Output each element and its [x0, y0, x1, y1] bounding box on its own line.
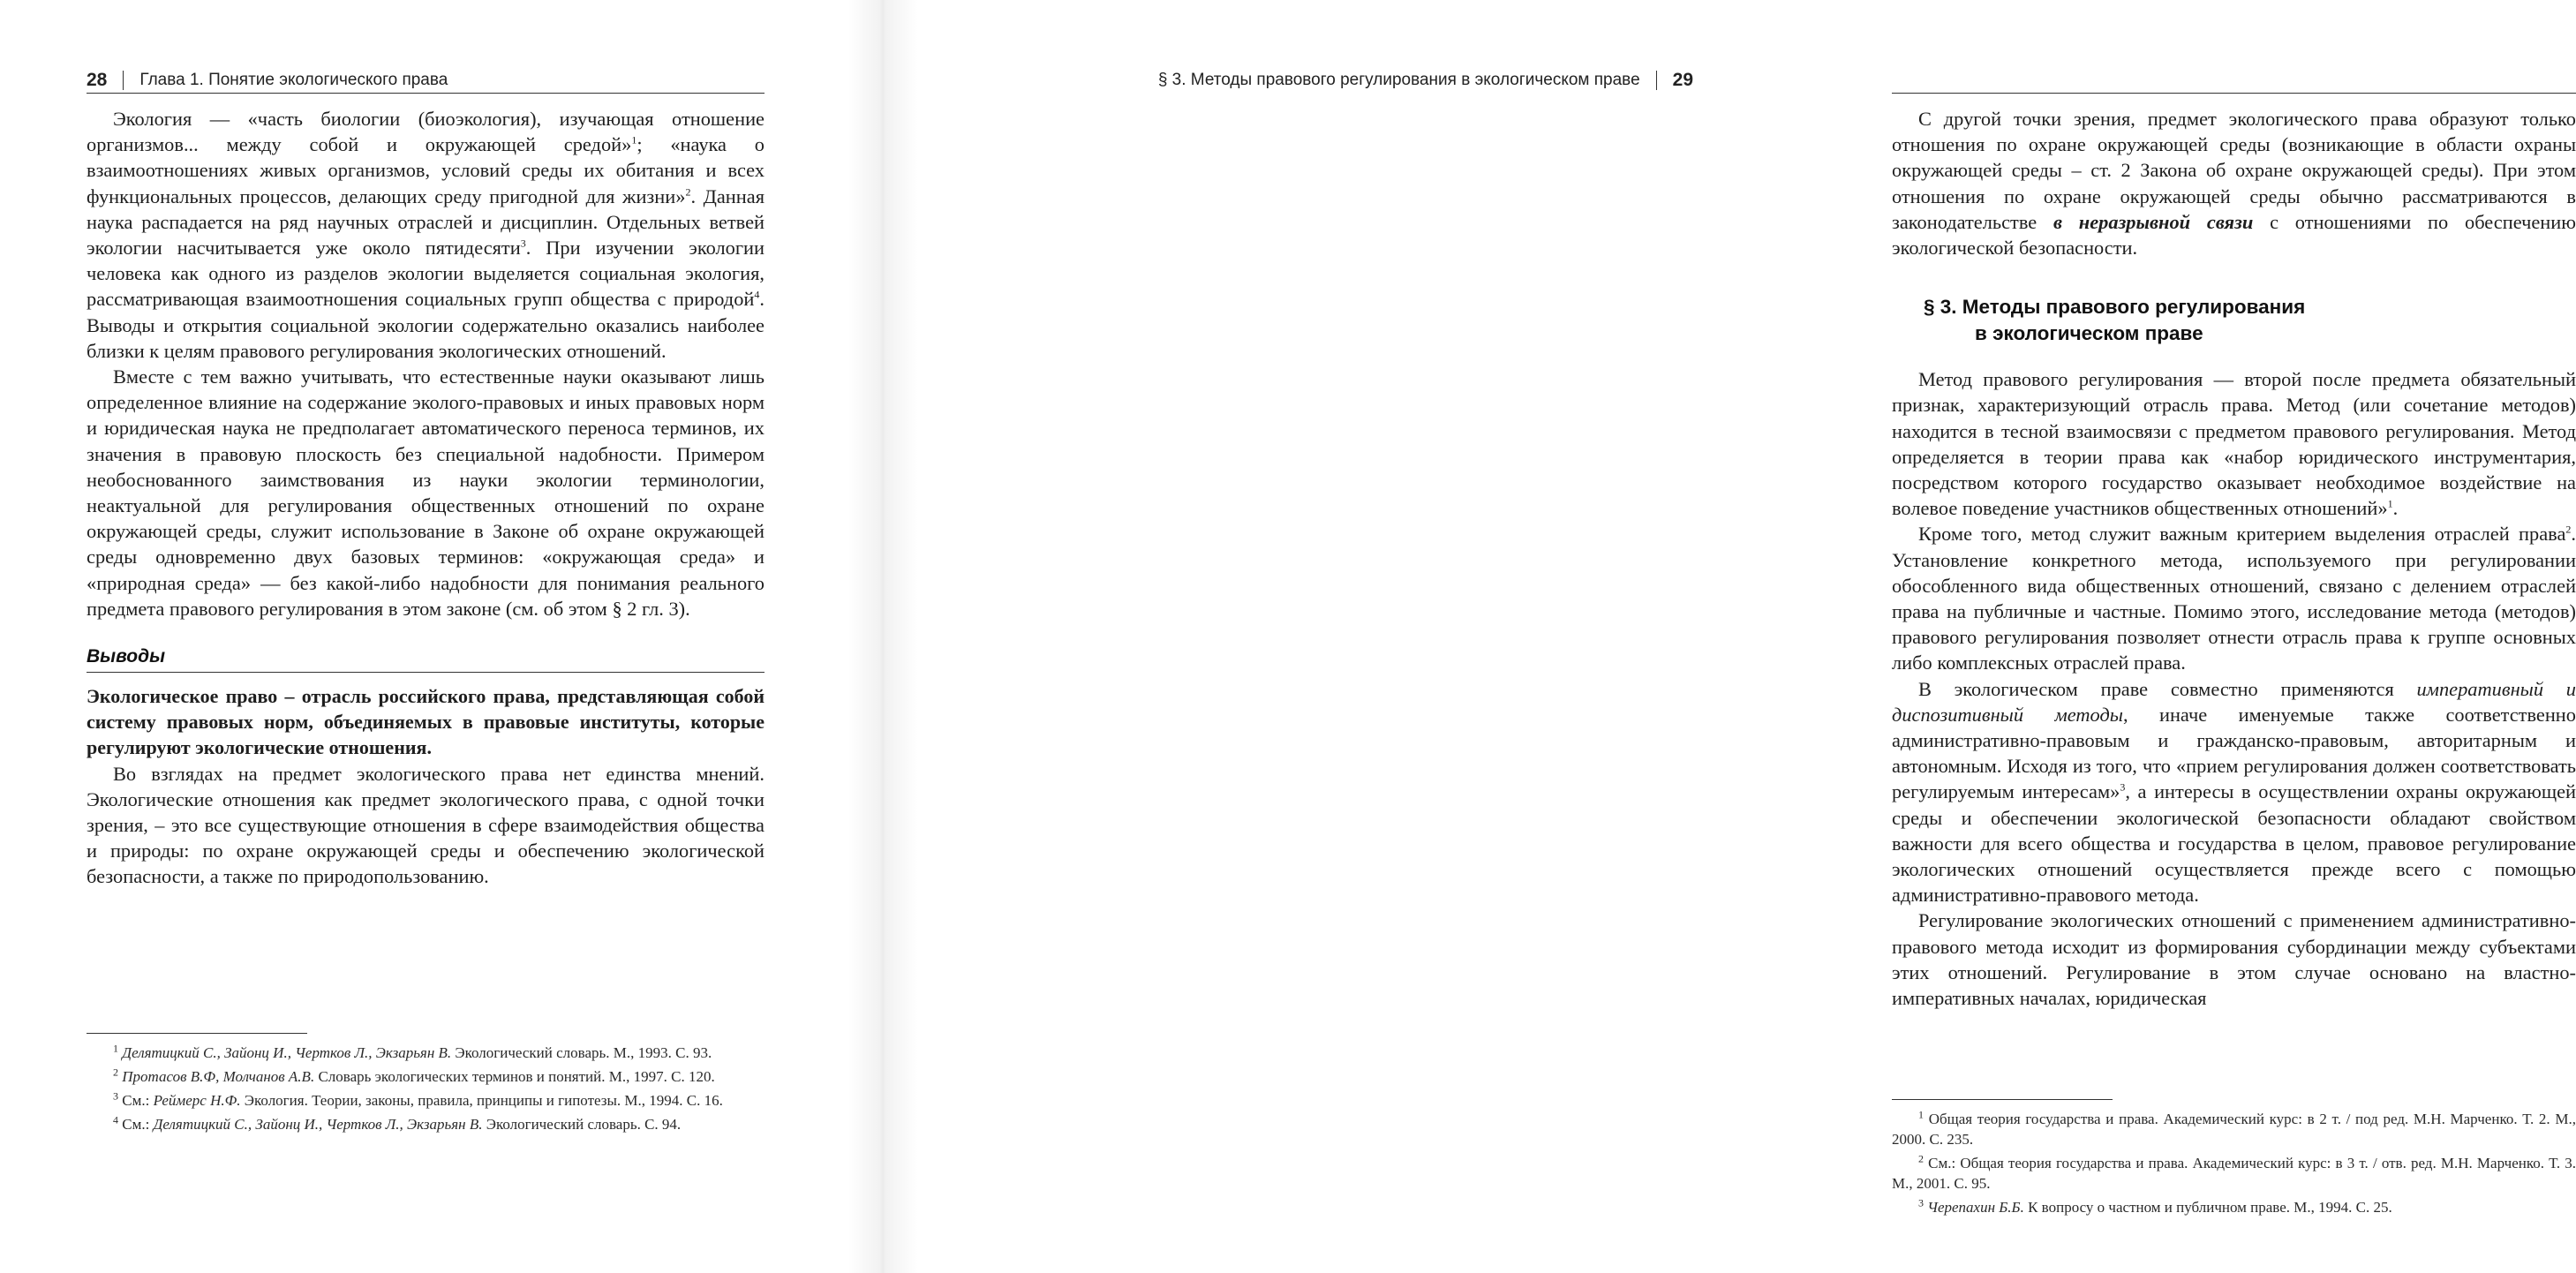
footnote: $^2$ См.: Общая теория государства и права. Академический курс: в 3 т. / отв. ред. М.Н. Марченко. Т. 3. М., 2001. С. 95. [1892, 1152, 2576, 1192]
paragraph: Кроме того, метод служит важным критерием выделения отраслей права$^2$. Установление конкретного метода, используемого при регулировании обособленного вида общественных отношений, связано с делением отраслей права на публичные и частные. Помимо этого, исследование метода (методов) правового регулирования позволяет отнести отрасль права к группе основных либо комплексных отраслей права. [1892, 523, 2576, 674]
paragraph: В экологическом праве совместно применяются императивный и диспозитивный методы, иначе именуемые также соответственно административно-правовым и гражданско-правовым, авторитарным и автономным. Исходя из того, что «прием регулирования должен соответствовать регулируемым интересам»$^3$, а интересы в осуществлении охраны окружающей среды и обеспечении экологической безопасности обладают свойством важности для всего общества и государства в целом, правовое регулирование экологических отношений осуществляется прежде всего с помощью административно-правового метода. [1892, 677, 2576, 907]
footnote: $^2$ Протасов В.Ф, Молчанов А.В. Словарь экологических терминов и понятий. М., 1997. С. 120. [113, 1066, 715, 1085]
left-page [0, 0, 883, 1273]
left-footnotes [87, 1033, 765, 1134]
left-header-rule [87, 93, 765, 94]
footnote-ref[interactable]: 1 [631, 133, 637, 147]
left-running-header [87, 67, 448, 94]
footnote-ref[interactable]: 3 [520, 237, 526, 250]
section-heading [1924, 294, 2576, 347]
right-running-header [1158, 67, 1693, 94]
footnote: $^3$ См.: Реймерс Н.Ф. Экология. Теории, законы, правила, принципы и гипотезы. М., 1994. С. 16. [113, 1089, 723, 1109]
footnote-ref[interactable]: 2 [685, 185, 691, 199]
right-page-number: 29 [1672, 70, 1693, 90]
paragraph: Регулирование экологических отношений с применением административно-правового метода исходит из формирования субординации между субъектами этих отношений. Регулирование в этом случае основано на властно-императивных началах, юридическая [1892, 909, 2576, 1010]
footnote-ref[interactable]: 2 [2565, 523, 2572, 536]
paragraph: Вместе с тем важно учитывать, что естественные науки оказывают лишь определенное влияние на содержание эколого-правовых и иных правовых норм и юридическая наука не предполагает автоматического переноса терминов, их значения в правовую плоскость без специальной надобности. Примером необоснованного заимствования из науки экологии терминологии, неактуальной для регулирования общественных отношений по охране окружающей среды, служит использование в Законе об охране окружающей среды одновременно двух базовых терминов: «окружающая среда» и «природная среда» — без какой-либо надобности для понимания реального предмета правового регулирования в этом законе (см. об этом § 2 гл. 3). [87, 365, 765, 620]
footnote: $^3$ Черепахин Б.Б. К вопросу о частном и публичном праве. М., 1994. С. 25. [1918, 1196, 2392, 1216]
paragraph: Экология — «часть биологии (биоэкология), изучающая отношение организмов... между собой и окружающей средой»$^1$; «наука о взаимоотношениях живых организмов, условий среды их обитания и всех функциональных процессов, делающих среду пригодной для жизни»$^2$. Данная наука распадается на ряд научных отраслей и дисциплин. Отдельных ветвей экологии насчитывается уже около пятидесяти$^3$. При изучении экологии человека как одного из разделов экологии выделяется социальная экология, рассматривающая взаимоотношения социальных групп общества с природой$^4$. Выводы и открытия социальной экологии содержательно оказались наиболее близки к целям правового регулирования экологических отношений. [87, 108, 765, 362]
footnote-ref[interactable]: 1 [2387, 497, 2393, 510]
section-heading-line2: в экологическом праве [1975, 322, 2203, 345]
right-header-rule [1892, 93, 2576, 94]
conclusions-heading: Выводы [87, 646, 765, 673]
left-body [87, 106, 765, 890]
header-separator [123, 71, 124, 90]
paragraph: Во взглядах на предмет экологического права нет единства мнений. Экологические отношения как предмет экологического права, с одной точки зрения, – это все существующие отношения в сфере взаимодействия общества и природы: по охране окружающей среды и обеспечению экологической безопасности, а также по природопользованию. [87, 762, 765, 888]
footnote: $^1$ Делятицкий С., Зайонц И., Чертков Л., Экзарьян В. Экологический словарь. М., 1993. С. 93. [113, 1042, 712, 1061]
right-page [883, 0, 2576, 1273]
right-footnotes [1892, 1099, 2576, 1217]
right-section-title: § 3. Методы правового регулирования в экологическом праве [1157, 71, 1640, 89]
left-chapter-title: Глава 1. Понятие экологического права [139, 71, 448, 89]
right-body [1892, 106, 2576, 1011]
left-page-number: 28 [87, 70, 108, 90]
footnote: $^1$ Общая теория государства и права. Академический курс: в 2 т. / под ред. М.Н. Марченко. Т. 2. М., 2000. С. 235. [1892, 1108, 2576, 1148]
paragraph: С другой точки зрения, предмет экологического права образуют только отношения по охране окружающей среды (возникающие в области охраны окружающей среды – ст. 2 Закона об охране окружающей среды). При этом отношения по охране окружающей среды обычно рассматриваются в законодательстве в неразрывной связи с отношениями по обеспечению экологической безопасности. [1892, 108, 2576, 260]
footnote-ref[interactable]: 3 [2120, 781, 2126, 794]
conclusion-statement: Экологическое право – отрасль российского права, представляющая собой систему правовых норм, объединяемых в правовые институты, которые регулируют экологические отношения. [87, 685, 765, 759]
header-separator [1656, 71, 1657, 90]
section-heading-line1: § 3. Методы правового регулирования [1924, 296, 2306, 319]
footnote: $^4$ См.: Делятицкий С., Зайонц И., Чертков Л., Экзарьян В. Экологический словарь. С. 94. [113, 1113, 682, 1133]
footnote-ref[interactable]: 4 [754, 288, 760, 301]
paragraph: Метод правового регулирования — второй после предмета обязательный признак, характеризующий отрасль права. Метод (или сочетание методов) находится в тесной взаимосвязи с предметом правового регулирования. Метод определяется в теории права как «набор юридического инструментария, посредством которого государство оказывает необходимое воздействие на волевое поведение участников общественных отношений»$^1$. [1892, 368, 2576, 520]
